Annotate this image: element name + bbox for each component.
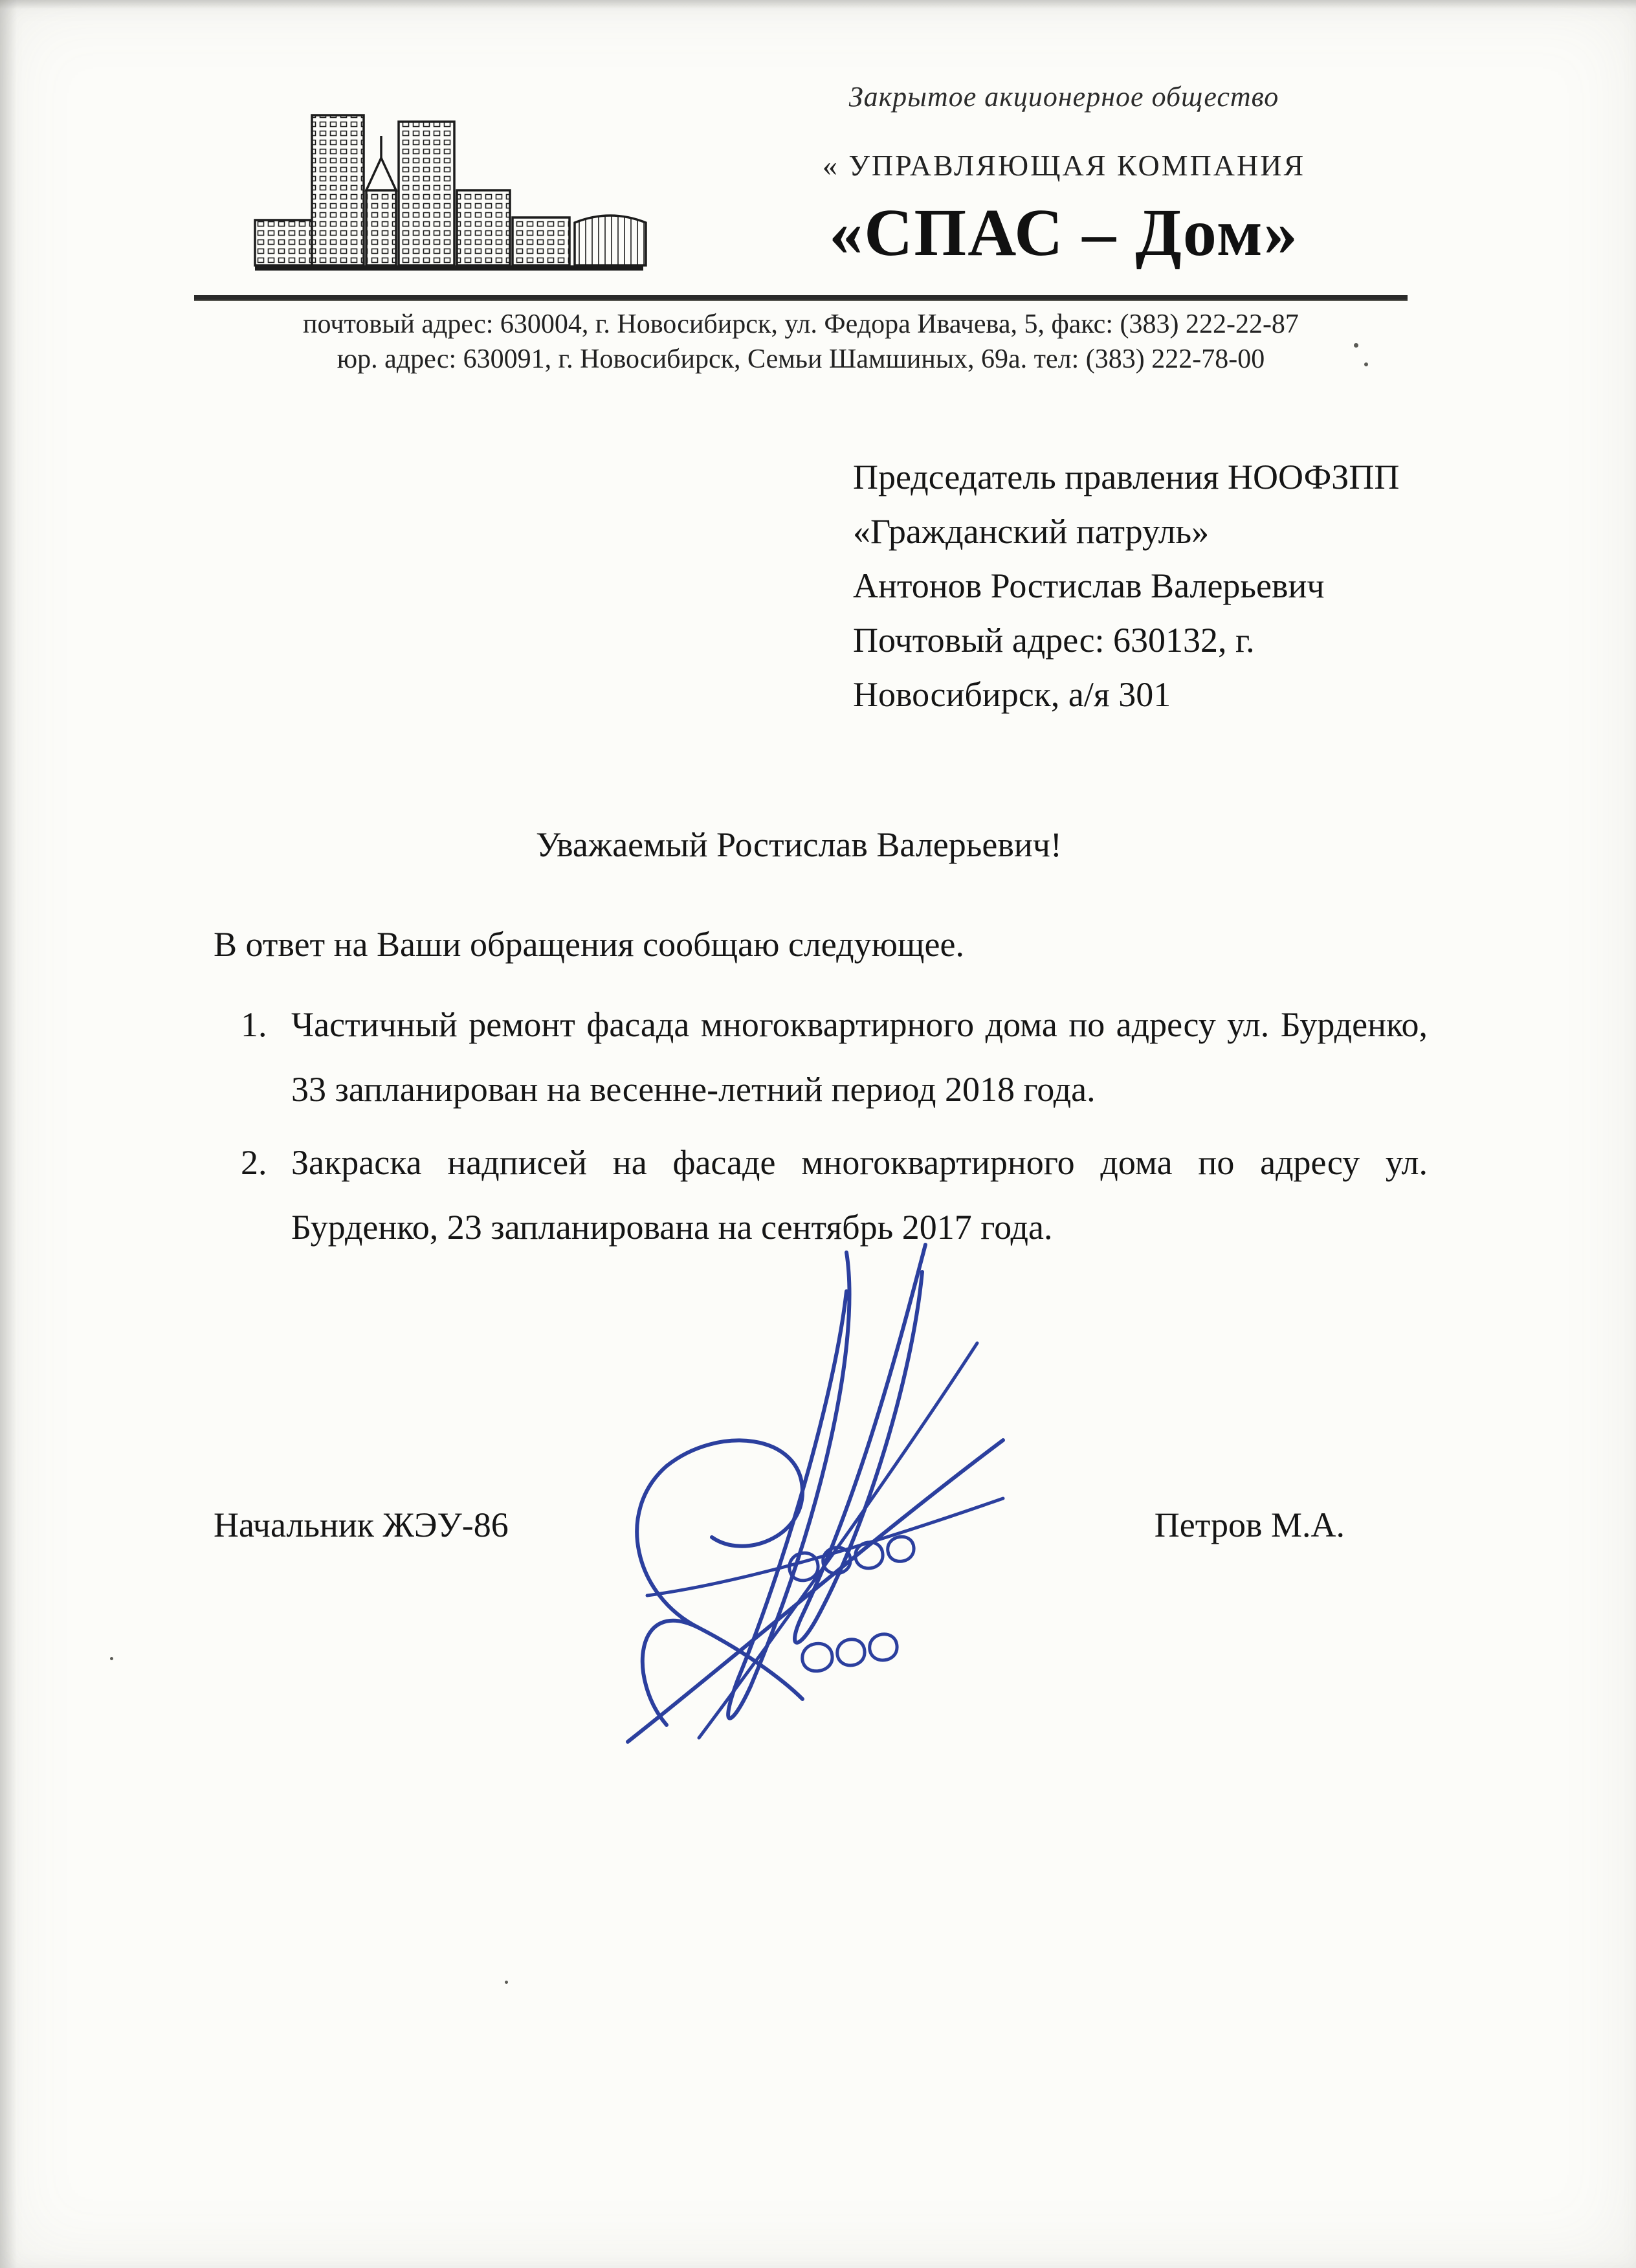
signer-name: Петров М.А. [1154, 1506, 1345, 1545]
body-intro: В ответ на Ваши обращения сообщаю следующее. [214, 924, 964, 964]
recipient-block [853, 450, 1500, 722]
list-item [241, 993, 1428, 1122]
numbered-list [0, 993, 1636, 1261]
scan-artifact [505, 1981, 508, 1984]
company-name: «СПАС – Дом» [829, 195, 1299, 270]
recipient-line: Новосибирск, а/я 301 [853, 675, 1171, 715]
recipient-line: Председатель правления НООФЗПП [853, 457, 1400, 496]
list-item-text: Частичный ремонт фасада многоквартирного дома по адресу ул. Бурденко, 33 запланирован на весенне-летний период 2018 года. [291, 1005, 1428, 1109]
recipient-line: Почтовый адрес: 630132, г. [853, 621, 1255, 660]
header-rule [194, 295, 1408, 301]
letterhead [0, 0, 1636, 377]
salutation: Уважаемый Ростислав Валерьевич! [536, 825, 1062, 864]
recipient-line: «Гражданский патруль» [853, 511, 1210, 551]
position-title: Начальник ЖЭУ-86 [214, 1506, 509, 1545]
org-type-label: Закрытое акционерное общество [848, 81, 1279, 113]
list-item-number: 2. [241, 1143, 267, 1183]
recipient-line: Антонов Ростислав Валерьевич [853, 566, 1325, 605]
postal-address: почтовый адрес: 630004, г. Новосибирск, ул. Федора Ивачева, 5, факс: (383) 222-22-87 [303, 309, 1299, 339]
address-block [194, 307, 1408, 377]
scan-artifact [1354, 343, 1358, 348]
handwritten-signature [589, 1233, 1029, 1744]
signature-block [0, 1505, 1636, 1545]
list-item-text: Закраска надписей на фасаде многоквартирного дома по адресу ул. Бурденко, 23 запланирована на сентябрь 2017 года. [291, 1143, 1428, 1247]
list-item [241, 1131, 1428, 1260]
list-item-number: 1. [241, 1005, 267, 1044]
company-line1: « УПРАВЛЯЮЩАЯ КОМПАНИЯ [822, 149, 1306, 182]
city-skyline-logo [246, 93, 660, 278]
scan-artifact [1364, 362, 1368, 366]
scan-artifact [110, 1657, 113, 1660]
legal-address: юр. адрес: 630091, г. Новосибирск, Семьи Шамшиных, 69а. тел: (383) 222-78-00 [337, 344, 1265, 374]
